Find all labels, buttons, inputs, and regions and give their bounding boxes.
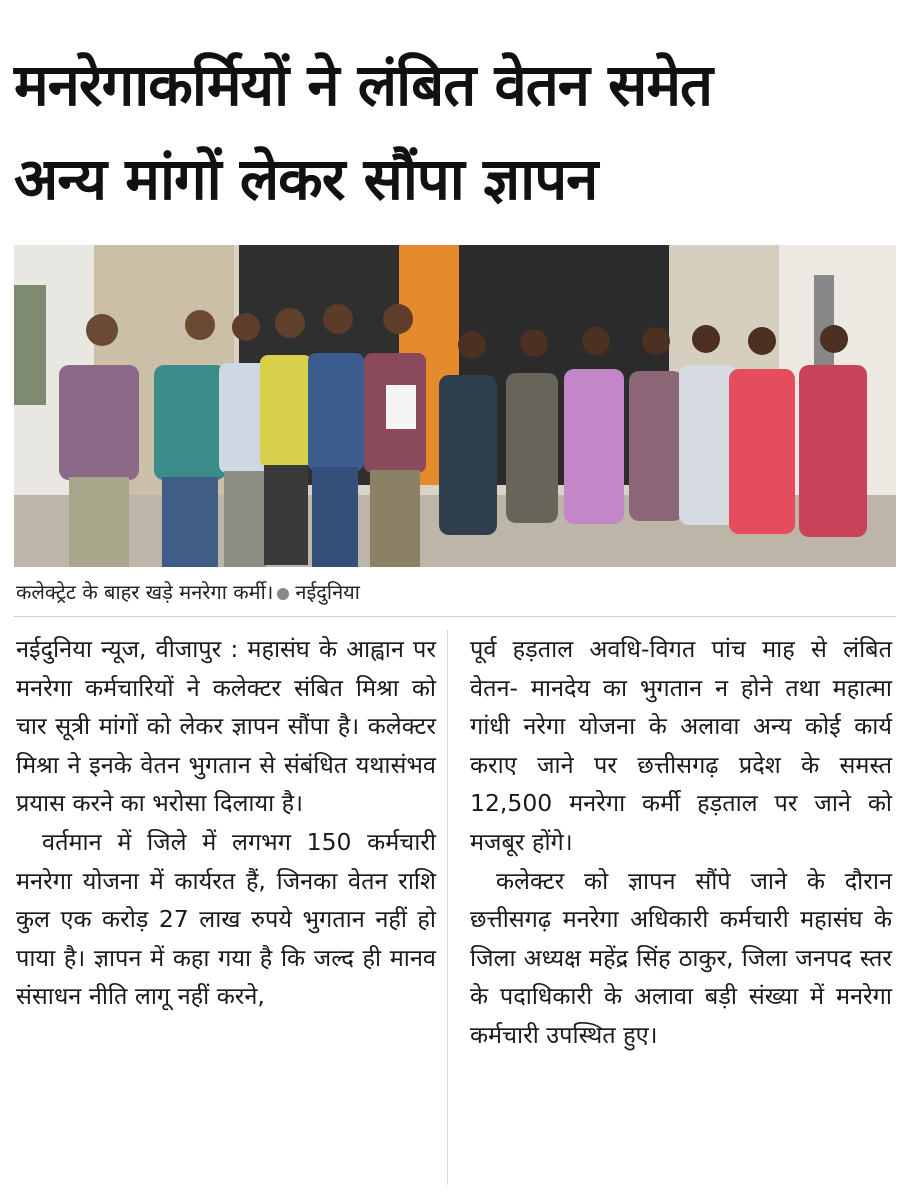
article-column-left [16, 630, 436, 1016]
article-column-right [470, 630, 892, 1055]
headline-line-1: मनरेगाकर्मियों ने लंबित वेतन समेत [14, 51, 713, 119]
caption-text: कलेक्ट्रेट के बाहर खड़े मनरेगा कर्मी। [16, 580, 274, 604]
group-photo [14, 245, 896, 567]
paragraph: नईदुनिया न्यूज, वीजापुर : महासंघ के आह्वान पर मनरेगा कर्मचारियों ने कलेक्टर संबित मिश्रा को चार सूत्री मांगों को लेकर ज्ञापन सौंपा है। कलेक्टर मिश्रा ने इनके वेतन भुगतान से संबंधित यथासंभव प्रयास करने का भरोसा दिलाया है। [16, 635, 436, 818]
caption-rule [14, 616, 896, 617]
group-photo-illustration [14, 245, 896, 567]
bullet-icon [277, 588, 289, 600]
photo-credit: नईदुनिया [295, 580, 360, 604]
column-divider [447, 630, 448, 1185]
paragraph: वर्तमान में जिले में लगभग 150 कर्मचारी मनरेगा योजना में कार्यरत हैं, जिनका वेतन राशि कुल एक करोड़ 27 लाख रुपये भुगतान नहीं हो पाया है। ज्ञापन में कहा गया है कि जल्द ही मानव संसाधन नीति लागू नहीं करने, [16, 827, 436, 1011]
paragraph: पूर्व हड़ताल अवधि-विगत पांच माह से लंबित वेतन- मानदेय का भुगतान न होने तथा महात्मा गांधी नरेगा योजना के अलावा अन्य कोई कार्य कराए जाने पर छत्तीसगढ़ प्रदेश के समस्त 12,500 मनरेगा कर्मी हड़ताल पर जाने को मजबूर होंगे। [470, 635, 892, 856]
paragraph: कलेक्टर को ज्ञापन सौंपे जाने के दौरान छत्तीसगढ़ मनरेगा अधिकारी कर्मचारी महासंघ के जिला अध्यक्ष महेंद्र सिंह ठाकुर, जिला जनपद स्तर के पदाधिकारी के अलावा बड़ी संख्या में मनरेगा कर्मचारी उपस्थित हुए। [470, 866, 892, 1049]
headline [14, 38, 894, 226]
photo-caption [16, 578, 896, 606]
headline-line-2: अन्य मांगों लेकर सौंपा ज्ञापन [14, 145, 598, 213]
